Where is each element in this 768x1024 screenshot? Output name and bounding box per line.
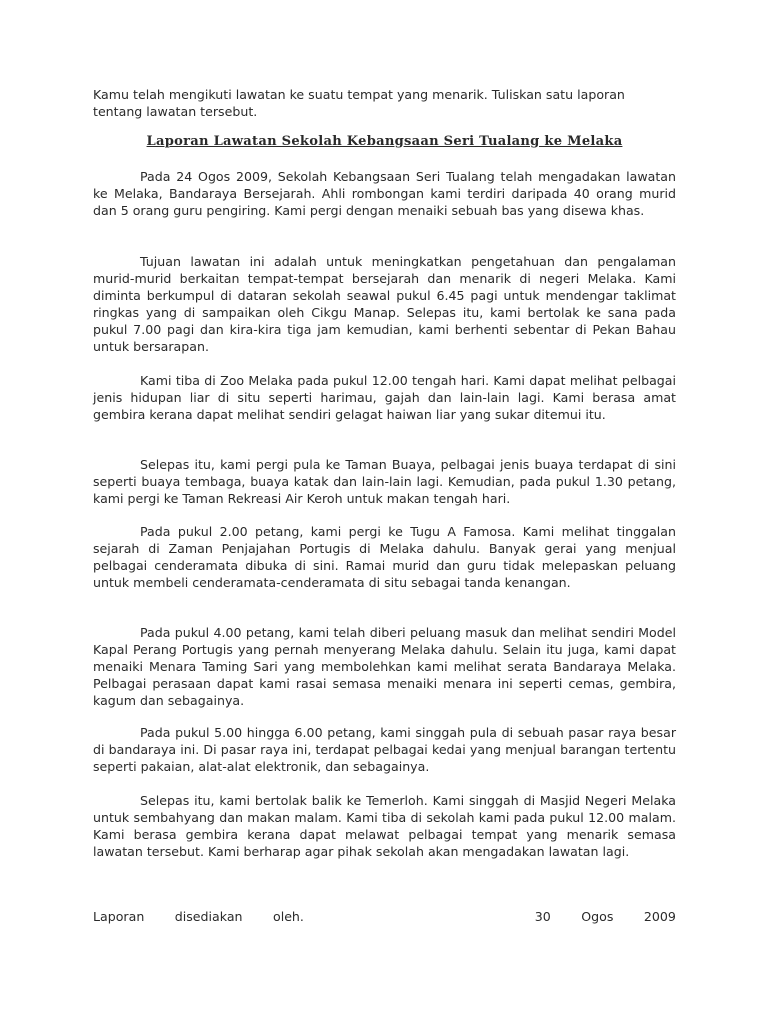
paragraph-2: Tujuan lawatan ini adalah untuk meningkatkan pengetahuan dan pengalaman murid-murid berkaitan tempat-tempat bersejarah dan menarik di negeri Melaka. Kami diminta berkumpul di dataran sekolah seawal pukul 6.45 pagi untuk mendengar taklimat ringkas yang di sampaikan oleh Cikgu Manap. Selepas itu, kami bertolak ke sana pada pukul 7.00 pagi dan kira-kira tiga jam kemudian, kami berhenti sebentar di Pekan Bahau untuk bersarapan.	[93, 254, 676, 354]
report-title: Laporan Lawatan Sekolah Kebangsaan Seri Tualang ke Melaka	[146, 134, 623, 149]
report-footer	[93, 908, 676, 925]
paragraph-6: Pada pukul 4.00 petang, kami telah diberi peluang masuk dan melihat sendiri Model Kapal Perang Portugis yang pernah menyerang Melaka dahulu. Selain itu juga, kami dapat menaiki Menara Taming Sari yang membolehkan kami melihat serata Bandaraya Melaka. Pelbagai perasaan dapat kami rasai semasa menaiki menara ini seperti cemas, gembira, kagum dan sebagainya.	[93, 625, 676, 708]
paragraph-3: Kami tiba di Zoo Melaka pada pukul 12.00 tengah hari. Kami dapat melihat pelbagai jenis hidupan liar di situ seperti harimau, gajah dan lain-lain lagi. Kami berasa amat gembira kerana dapat melihat sendiri gelagat haiwan liar yang sukar ditemui itu.	[93, 373, 676, 422]
document-page	[93, 86, 676, 924]
footer-word-oleh: oleh.	[272, 909, 304, 924]
paragraph-8: Selepas itu, kami bertolak balik ke Temerloh. Kami singgah di Masjid Negeri Melaka untuk sembahyang dan makan malam. Kami tiba di sekolah kami pada pukul 12.00 malam. Kami berasa gembira kerana dapat melawat pelbagai tempat yang menarik semasa lawatan tersebut. Kami berharap agar pihak sekolah akan mengadakan lawatan lagi.	[93, 793, 676, 859]
footer-word-prepared: Laporan	[93, 909, 145, 924]
essay-prompt: Kamu telah mengikuti lawatan ke suatu tempat yang menarik. Tuliskan satu laporan tentang lawatan tersebut.	[93, 87, 625, 120]
paragraph-1: Pada 24 Ogos 2009, Sekolah Kebangsaan Seri Tualang telah mengadakan lawatan ke Melaka, Bandaraya Bersejarah. Ahli rombongan kami terdiri daripada 40 orang murid dan 5 orang guru pengiring. Kami pergi dengan menaiki sebuah bas yang disewa khas.	[93, 169, 676, 218]
paragraph-4: Selepas itu, kami pergi pula ke Taman Buaya, pelbagai jenis buaya terdapat di sini seperti buaya tembaga, buaya katak dan lain-lain lagi. Kemudian, pada pukul 1.30 petang, kami pergi ke Taman Rekreasi Air Keroh untuk makan tengah hari.	[93, 457, 676, 506]
footer-word-by: disediakan	[174, 909, 243, 924]
paragraph-7: Pada pukul 5.00 hingga 6.00 petang, kami singgah pula di sebuah pasar raya besar di bandaraya ini. Di pasar raya ini, terdapat pelbagai kedai yang menjual barangan tertentu seperti pakaian, alat-alat elektronik, dan sebagainya.	[93, 725, 676, 774]
footer-date-day: 30	[534, 909, 551, 924]
footer-date-month: Ogos	[581, 909, 614, 924]
footer-date-year: 2009	[643, 909, 676, 924]
paragraph-5: Pada pukul 2.00 petang, kami pergi ke Tugu A Famosa. Kami melihat tinggalan sejarah di Zaman Penjajahan Portugis di Melaka dahulu. Banyak gerai yang menjual pelbagai cenderamata dibuka di sini. Ramai murid dan guru tidak melepaskan peluang untuk membeli cenderamata-cenderamata di situ sebagai tanda kenangan.	[93, 524, 676, 590]
footer-spacer	[334, 908, 504, 925]
